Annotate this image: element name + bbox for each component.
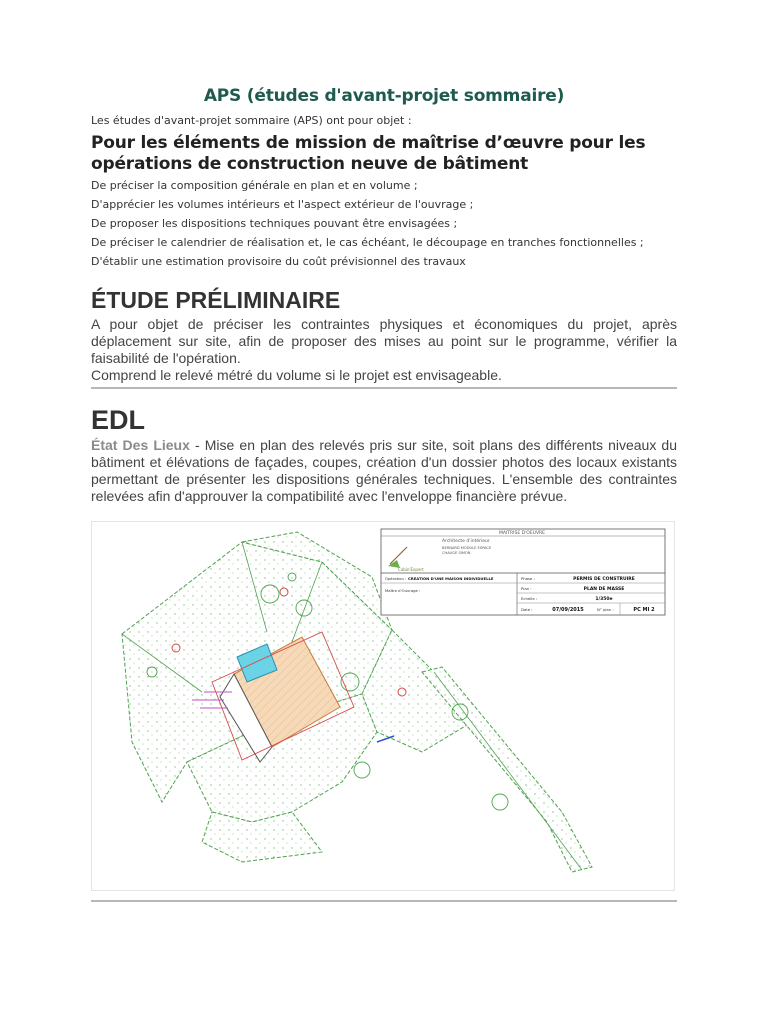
aps-title: APS (études d'avant-projet sommaire) <box>203 86 565 106</box>
list-item: De préciser la composition générale en plan et en volume ; <box>91 179 418 192</box>
divider <box>91 900 677 902</box>
objectives-list <box>91 179 677 274</box>
phase-value: PERMIS DE CONSTRUIRE <box>573 577 635 582</box>
etude-title: ÉTUDE PRÉLIMINAIRE <box>91 287 341 313</box>
edl-description: - Mise en plan des relevés pris sur site, soit plans des différents niveaux du bâtiment et élévations de façades, coupes, création d'un dossier photos des locaux existants permettant de présenter les dispositions générales techniques. L'ensemble des contraintes relevées afin d'approuver la compatibilité avec l'enveloppe financière prévue. <box>91 437 678 504</box>
nplan-value: PC MI 2 <box>633 607 655 613</box>
etude-body <box>91 316 677 384</box>
site-plan-drawing <box>92 522 674 890</box>
date-value: 07/09/2015 <box>552 607 584 613</box>
edl-title: EDL <box>91 405 145 435</box>
echelle-value: 1/350e <box>595 597 613 602</box>
plan-value: PLAN DE MASSE <box>583 587 625 592</box>
etude-paragraph: A pour objet de préciser les contraintes physiques et économiques du projet, après déplacement sur site, afin de proposer des mises au point sur le programme, vérifier la faisabilité de l'opération. <box>91 316 677 366</box>
address-line: BERNARD MODULE ESPACE <box>442 546 492 550</box>
logo-text: Cabin'Expert <box>398 567 424 572</box>
list-item: D'établir une estimation provisoire du coût prévisionnel des travaux <box>91 255 466 268</box>
cartouche-subheader: Architecte d'intérieur <box>442 539 490 544</box>
operation-value: CREATION D'UNE MAISON INDIVIDUELLE <box>408 576 494 581</box>
list-item: D'apprécier les volumes intérieurs et l'aspect extérieur de l'ouvrage ; <box>91 198 474 211</box>
plan-label: Plan : <box>521 586 532 591</box>
aps-intro: Les études d'avant-projet sommaire (APS) ont pour objet : <box>91 114 412 127</box>
cartouche <box>381 529 665 615</box>
edl-body <box>91 437 677 505</box>
divider <box>91 387 677 389</box>
maitre-label: Maître d'Ouvrage : <box>385 588 421 593</box>
cartouche-header: MAITRISE D'OEUVRE <box>498 531 546 536</box>
edl-term: État Des Lieux <box>91 437 190 453</box>
list-item: De préciser le calendrier de réalisation et, le cas échéant, le découpage en tranches fonctionnelles ; <box>91 236 644 249</box>
date-label: Date : <box>521 607 533 612</box>
list-item: De proposer les dispositions techniques pouvant être envisagées ; <box>91 217 458 230</box>
operation-label: Opération : <box>385 576 407 581</box>
etude-paragraph: Comprend le relevé métré du volume si le projet est envisageable. <box>91 367 502 383</box>
site-plan-image <box>91 521 675 891</box>
echelle-label: Echelle : <box>521 596 538 601</box>
nplan-label: N° plan : <box>597 607 614 612</box>
address-line: CHAUGE SIMON <box>442 551 471 555</box>
phase-label: Phase : <box>521 576 535 581</box>
aps-subheading: Pour les éléments de mission de maîtrise d’œuvre pour les opérations de construction neuve de bâtiment <box>91 133 646 174</box>
